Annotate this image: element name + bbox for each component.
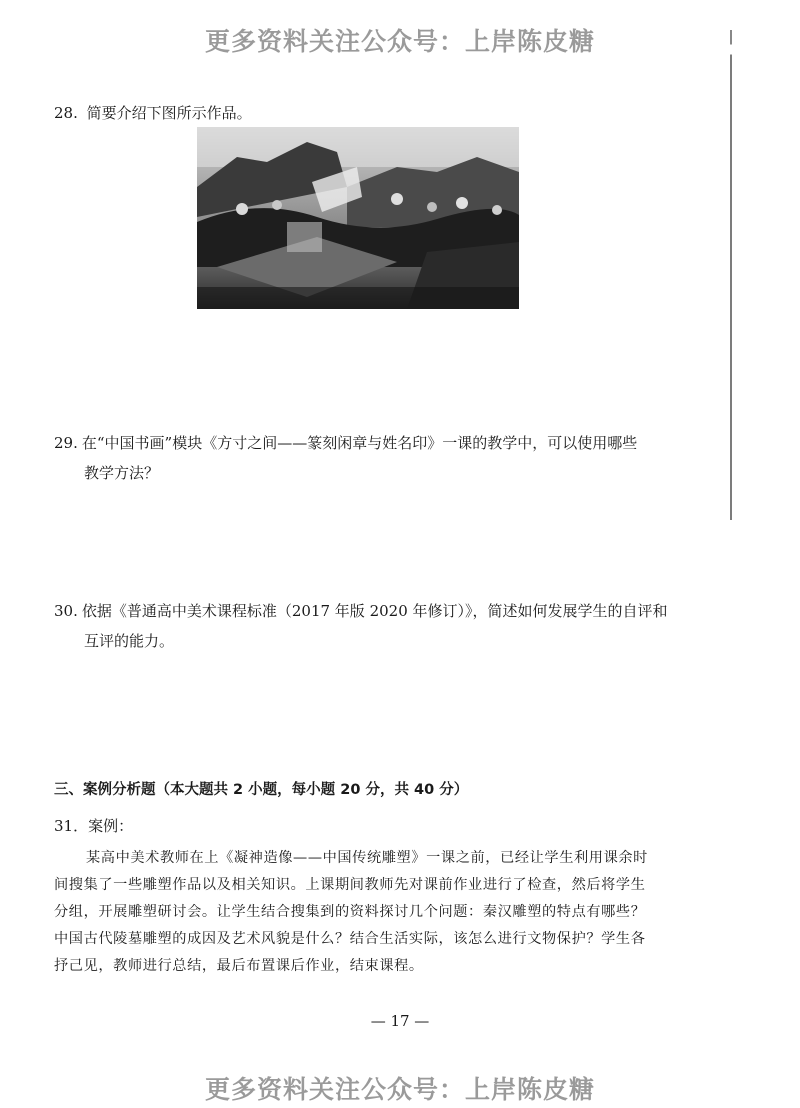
question-29-line-1: 在“中国书画”模块《方寸之间——篆刻闲章与姓名印》一课的教学中，可以使用哪些 (81, 434, 638, 452)
question-28 (54, 98, 684, 128)
question-30-number: 30. (54, 602, 78, 620)
case-line: 中国古代陵墓雕塑的成因及艺术风貌是什么？结合生活实际，该怎么进行文物保护？学生各 (54, 931, 646, 947)
question-28-text: 简要介绍下图所示作品。 (86, 104, 252, 122)
case-text (54, 845, 669, 980)
top-banner: 更多资料关注公众号：上岸陈皮糖 (204, 27, 595, 56)
case-line: 分组，开展雕塑研讨会。让学生结合搜集到的资料探讨几个问题：秦汉雕塑的特点有哪些？ (54, 904, 646, 920)
margin-rule (730, 30, 732, 520)
question-29 (54, 428, 684, 488)
section-3-heading: 三、案例分析题（本大题共 2 小题，每小题 20 分，共 40 分） (54, 782, 469, 798)
case-line: 某高中美术教师在上《凝神造像——中国传统雕塑》一课之前，已经让学生利用课余时 (86, 850, 648, 866)
question-28-number: 28. (54, 104, 78, 122)
question-31-title: 31．案例： (54, 817, 134, 835)
question-30 (54, 596, 684, 656)
bottom-banner: 更多资料关注公众号：上岸陈皮糖 (204, 1075, 595, 1104)
question-29-line-2: 教学方法？ (84, 464, 160, 482)
case-line: 间搜集了一些雕塑作品以及相关知识。上课期间教师先对课前作业进行了检查，然后将学生 (54, 877, 646, 893)
page-number: — 17 — (370, 1012, 430, 1030)
artwork-image (197, 127, 519, 309)
question-30-line-2: 互评的能力。 (84, 632, 175, 650)
question-30-line-1: 依据《普通高中美术课程标准（2017 年版 2020 年修订）》，简述如何发展学生的自评和 (81, 602, 668, 620)
case-line: 抒己见，教师进行总结，最后布置课后作业，结束课程。 (54, 958, 424, 974)
question-29-number: 29. (54, 434, 78, 452)
